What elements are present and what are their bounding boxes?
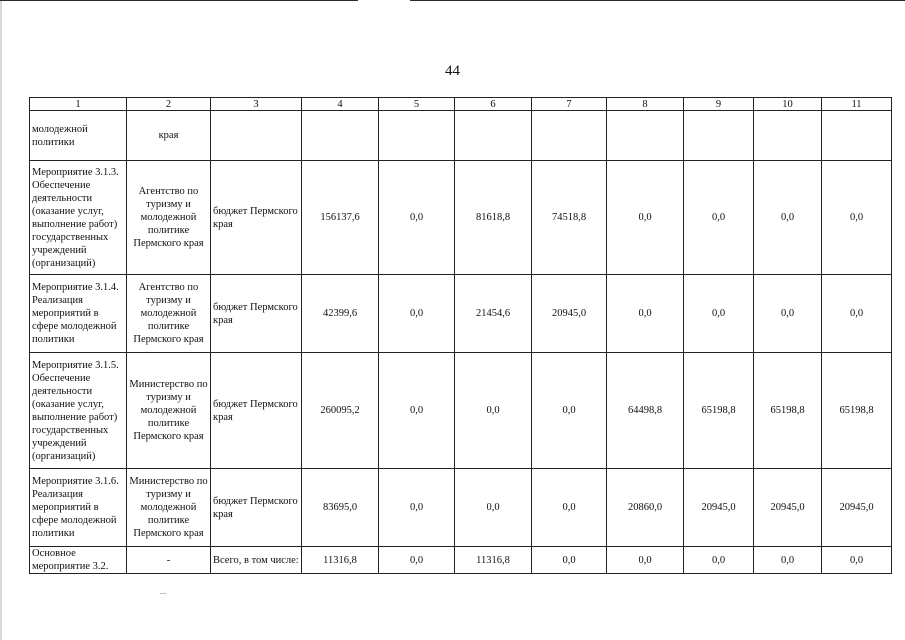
row-value: 156137,6 (302, 161, 379, 275)
row-value: 0,0 (379, 547, 455, 574)
col-header: 3 (211, 98, 302, 111)
row-source: бюджет Пермского края (211, 275, 302, 353)
scan-speck (160, 593, 166, 594)
row-name: Мероприятие 3.1.6. Реализация мероприятий в сфере молодежной политики (30, 469, 127, 547)
row-source: Всего, в том числе: (211, 547, 302, 574)
row-name: Мероприятие 3.1.4. Реализация мероприятий в сфере молодежной политики (30, 275, 127, 353)
row-name: Основное мероприятие 3.2. (30, 547, 127, 574)
row-value: 0,0 (754, 161, 822, 275)
table-row (30, 469, 892, 547)
table-row (30, 547, 892, 574)
row-value: 0,0 (754, 275, 822, 353)
col-header: 1 (30, 98, 127, 111)
row-value: 20945,0 (684, 469, 754, 547)
row-value: 0,0 (684, 547, 754, 574)
col-header: 10 (754, 98, 822, 111)
row-executor: Агентство по туризму и молодежной политике Пермского края (127, 275, 211, 353)
row-executor: - (127, 547, 211, 574)
row-value: 21454,6 (455, 275, 532, 353)
col-header: 7 (532, 98, 607, 111)
row-value: 0,0 (532, 353, 607, 469)
row-value: 0,0 (455, 469, 532, 547)
row-value: 0,0 (532, 547, 607, 574)
table-row (30, 161, 892, 275)
col-header: 2 (127, 98, 211, 111)
row-value: 42399,6 (302, 275, 379, 353)
row-source: бюджет Пермского края (211, 469, 302, 547)
row-value: 65198,8 (684, 353, 754, 469)
continuation-row (30, 111, 892, 161)
row-value: 0,0 (455, 353, 532, 469)
row-source: бюджет Пермского края (211, 161, 302, 275)
table-row (30, 275, 892, 353)
scan-top-line (0, 0, 358, 1)
row-value: 0,0 (379, 353, 455, 469)
row-value: 0,0 (684, 275, 754, 353)
row-source: бюджет Пермского края (211, 353, 302, 469)
row-value: 0,0 (754, 547, 822, 574)
row-value: 0,0 (532, 469, 607, 547)
row-value: 74518,8 (532, 161, 607, 275)
row-value: 64498,8 (607, 353, 684, 469)
col-header: 11 (822, 98, 892, 111)
scan-left-edge (0, 0, 2, 640)
col-header: 6 (455, 98, 532, 111)
row-value: 65198,8 (754, 353, 822, 469)
row-value: 0,0 (379, 161, 455, 275)
row-value: 11316,8 (455, 547, 532, 574)
budget-table (29, 97, 892, 574)
row-executor: Министерство по туризму и молодежной политике Пермского края (127, 353, 211, 469)
col-header: 4 (302, 98, 379, 111)
col-header: 5 (379, 98, 455, 111)
row-value: 0,0 (379, 469, 455, 547)
row-value: 0,0 (822, 275, 892, 353)
row-executor: края (127, 111, 211, 161)
row-value: 0,0 (822, 161, 892, 275)
row-value: 0,0 (607, 161, 684, 275)
row-value: 20945,0 (532, 275, 607, 353)
row-value: 260095,2 (302, 353, 379, 469)
col-header: 8 (607, 98, 684, 111)
row-value: 0,0 (822, 547, 892, 574)
row-name: Мероприятие 3.1.3. Обеспечение деятельности (оказание услуг, выполнение работ) государственных учреждений (организаций) (30, 161, 127, 275)
row-value: 20860,0 (607, 469, 684, 547)
row-value: 0,0 (607, 547, 684, 574)
row-value: 20945,0 (822, 469, 892, 547)
row-value: 0,0 (607, 275, 684, 353)
header-row (30, 98, 892, 111)
col-header: 9 (684, 98, 754, 111)
row-value: 65198,8 (822, 353, 892, 469)
row-value: 20945,0 (754, 469, 822, 547)
row-value: 0,0 (379, 275, 455, 353)
page-number: 44 (445, 63, 460, 79)
table-row (30, 353, 892, 469)
row-name: молодежной политики (30, 111, 127, 161)
row-executor: Агентство по туризму и молодежной политике Пермского края (127, 161, 211, 275)
row-executor: Министерство по туризму и молодежной политике Пермского края (127, 469, 211, 547)
row-value: 0,0 (684, 161, 754, 275)
row-value: 11316,8 (302, 547, 379, 574)
row-name: Мероприятие 3.1.5. Обеспечение деятельности (оказание услуг, выполнение работ) государственных учреждений (организаций) (30, 353, 127, 469)
row-value: 83695,0 (302, 469, 379, 547)
row-value: 81618,8 (455, 161, 532, 275)
scan-top-line-right (410, 0, 905, 1)
